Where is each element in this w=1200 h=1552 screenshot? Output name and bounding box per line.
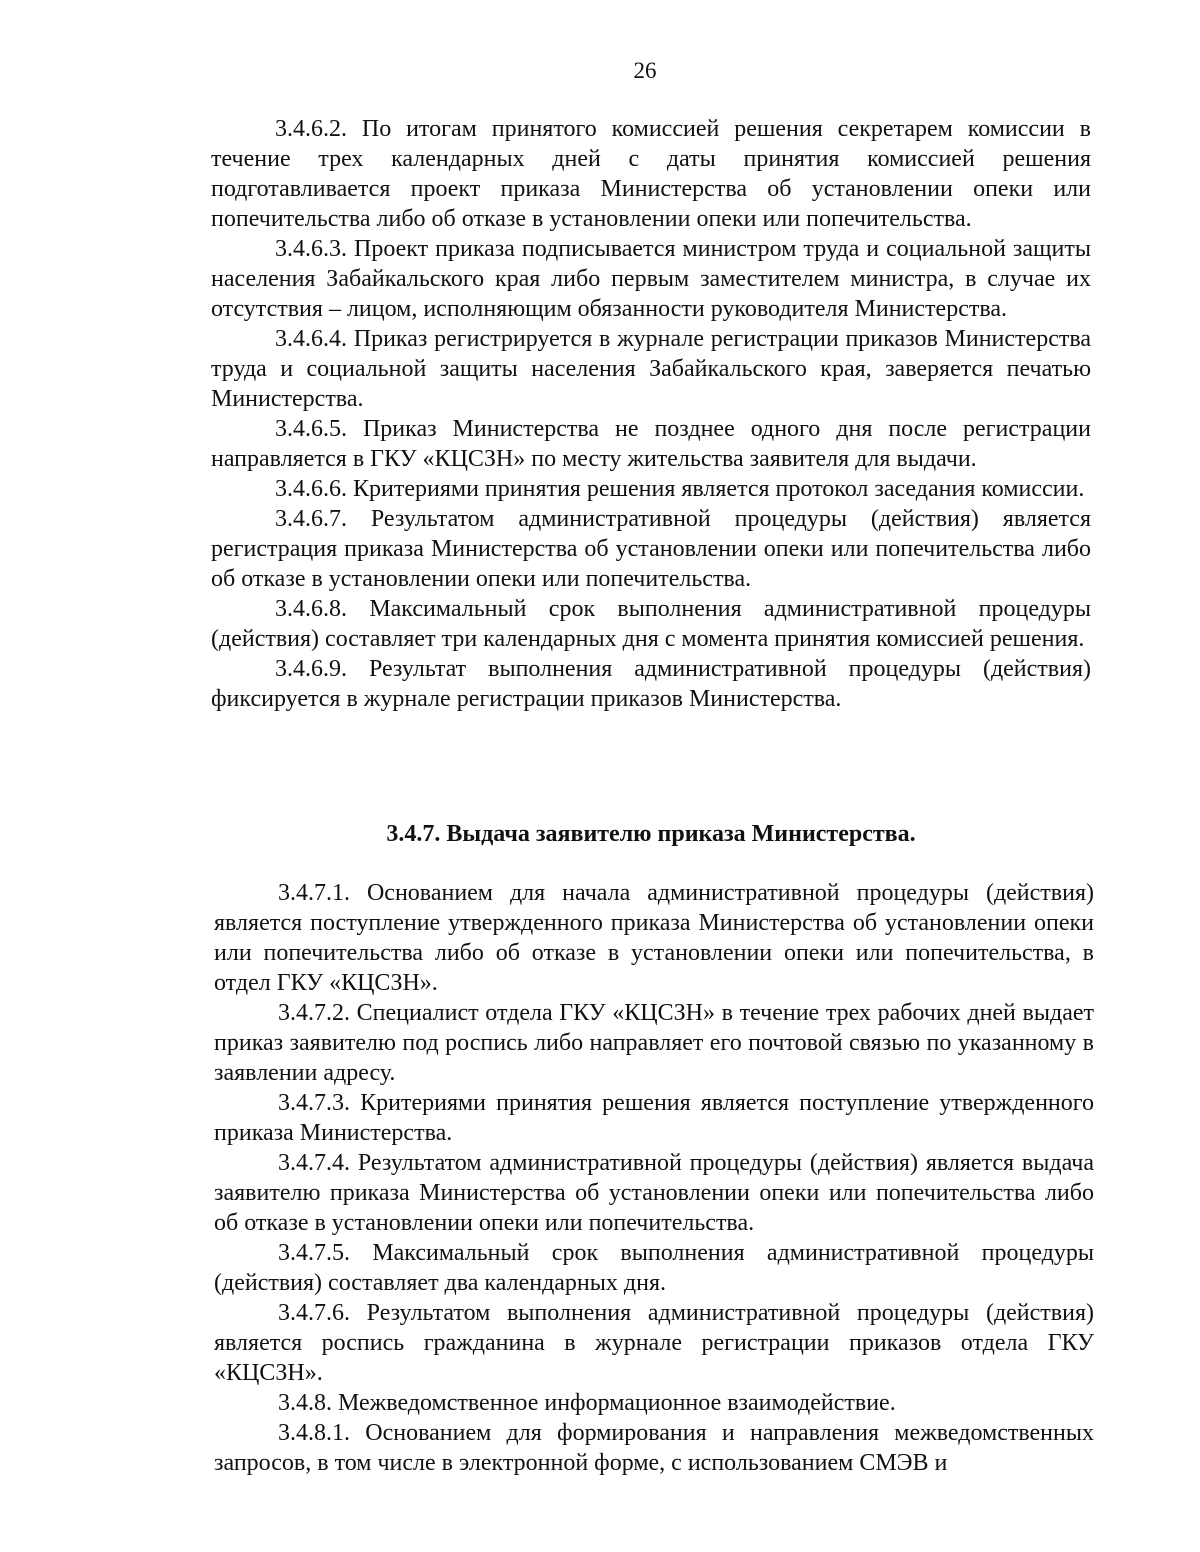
paragraph-3-4-6-8: 3.4.6.8. Максимальный срок выполнения административной процедуры (действия) составляет три календарных дня с момента принятия комиссией решения. [211,596,1091,652]
paragraph-3-4-6-2: 3.4.6.2. По итогам принятого комиссией решения секретарем комиссии в течение трех календарных дней с даты принятия комиссией решения подготавливается проект приказа Министерства об установлении опеки или попечительства либо об отказе в установлении опеки или попечительства. [211,116,1091,232]
section-3-4-6-text [211,114,1091,714]
paragraph-3-4-6-7: 3.4.6.7. Результатом административной процедуры (действия) является регистрация приказа Министерства об установлении опеки или попечительства либо об отказе в установлении опеки или попечительства. [211,506,1091,592]
paragraph-3-4-6-6: 3.4.6.6. Критериями принятия решения является протокол заседания комиссии. [275,476,1085,502]
section-3-4-7-text [214,878,1094,1478]
paragraph-3-4-7-1: 3.4.7.1. Основанием для начала административной процедуры (действия) является поступление утвержденного приказа Министерства об установлении опеки или попечительства либо об отказе в установлении опеки или попечительства, в отдел ГКУ «КЦСЗН». [214,880,1094,996]
paragraph-3-4-6-4: 3.4.6.4. Приказ регистрируется в журнале регистрации приказов Министерства труда и социальной защиты населения Забайкальского края, заверяется печатью Министерства. [211,326,1091,412]
paragraph-3-4-7-3: 3.4.7.3. Критериями принятия решения является поступление утвержденного приказа Министерства. [214,1090,1094,1146]
paragraph-3-4-7-5: 3.4.7.5. Максимальный срок выполнения административной процедуры (действия) составляет два календарных дня. [214,1240,1094,1296]
paragraph-3-4-6-5: 3.4.6.5. Приказ Министерства не позднее одного дня после регистрации направляется в ГКУ «КЦСЗН» по месту жительства заявителя для выдачи. [211,416,1091,472]
paragraph-3-4-6-3: 3.4.6.3. Проект приказа подписывается министром труда и социальной защиты населения Забайкальского края либо первым заместителем министра, в случае их отсутствия – лицом, исполняющим обязанности руководителя Министерства. [211,236,1091,322]
paragraph-3-4-7-2: 3.4.7.2. Специалист отдела ГКУ «КЦСЗН» в течение трех рабочих дней выдает приказ заявителю под роспись либо направляет его почтовой связью по указанному в заявлении адресу. [214,1000,1094,1086]
paragraph-3-4-8: 3.4.8. Межведомственное информационное взаимодействие. [278,1390,896,1416]
paragraph-3-4-7-4: 3.4.7.4. Результатом административной процедуры (действия) является выдача заявителю приказа Министерства об установлении опеки или попечительства либо об отказе в установлении опеки или попечительства. [214,1150,1094,1236]
paragraph-3-4-8-1: 3.4.8.1. Основанием для формирования и направления межведомственных запросов, в том числе в электронной форме, с использованием СМЭВ и [214,1420,1094,1476]
paragraph-3-4-7-6: 3.4.7.6. Результатом выполнения административной процедуры (действия) является роспись гражданина в журнале регистрации приказов отдела ГКУ «КЦСЗН». [214,1300,1094,1386]
page-number: 26 [633,58,657,83]
paragraph-3-4-6-9: 3.4.6.9. Результат выполнения административной процедуры (действия) фиксируется в журнале регистрации приказов Министерства. [211,656,1091,712]
section-heading-3-4-7: 3.4.7. Выдача заявителю приказа Министерства. [386,821,916,847]
